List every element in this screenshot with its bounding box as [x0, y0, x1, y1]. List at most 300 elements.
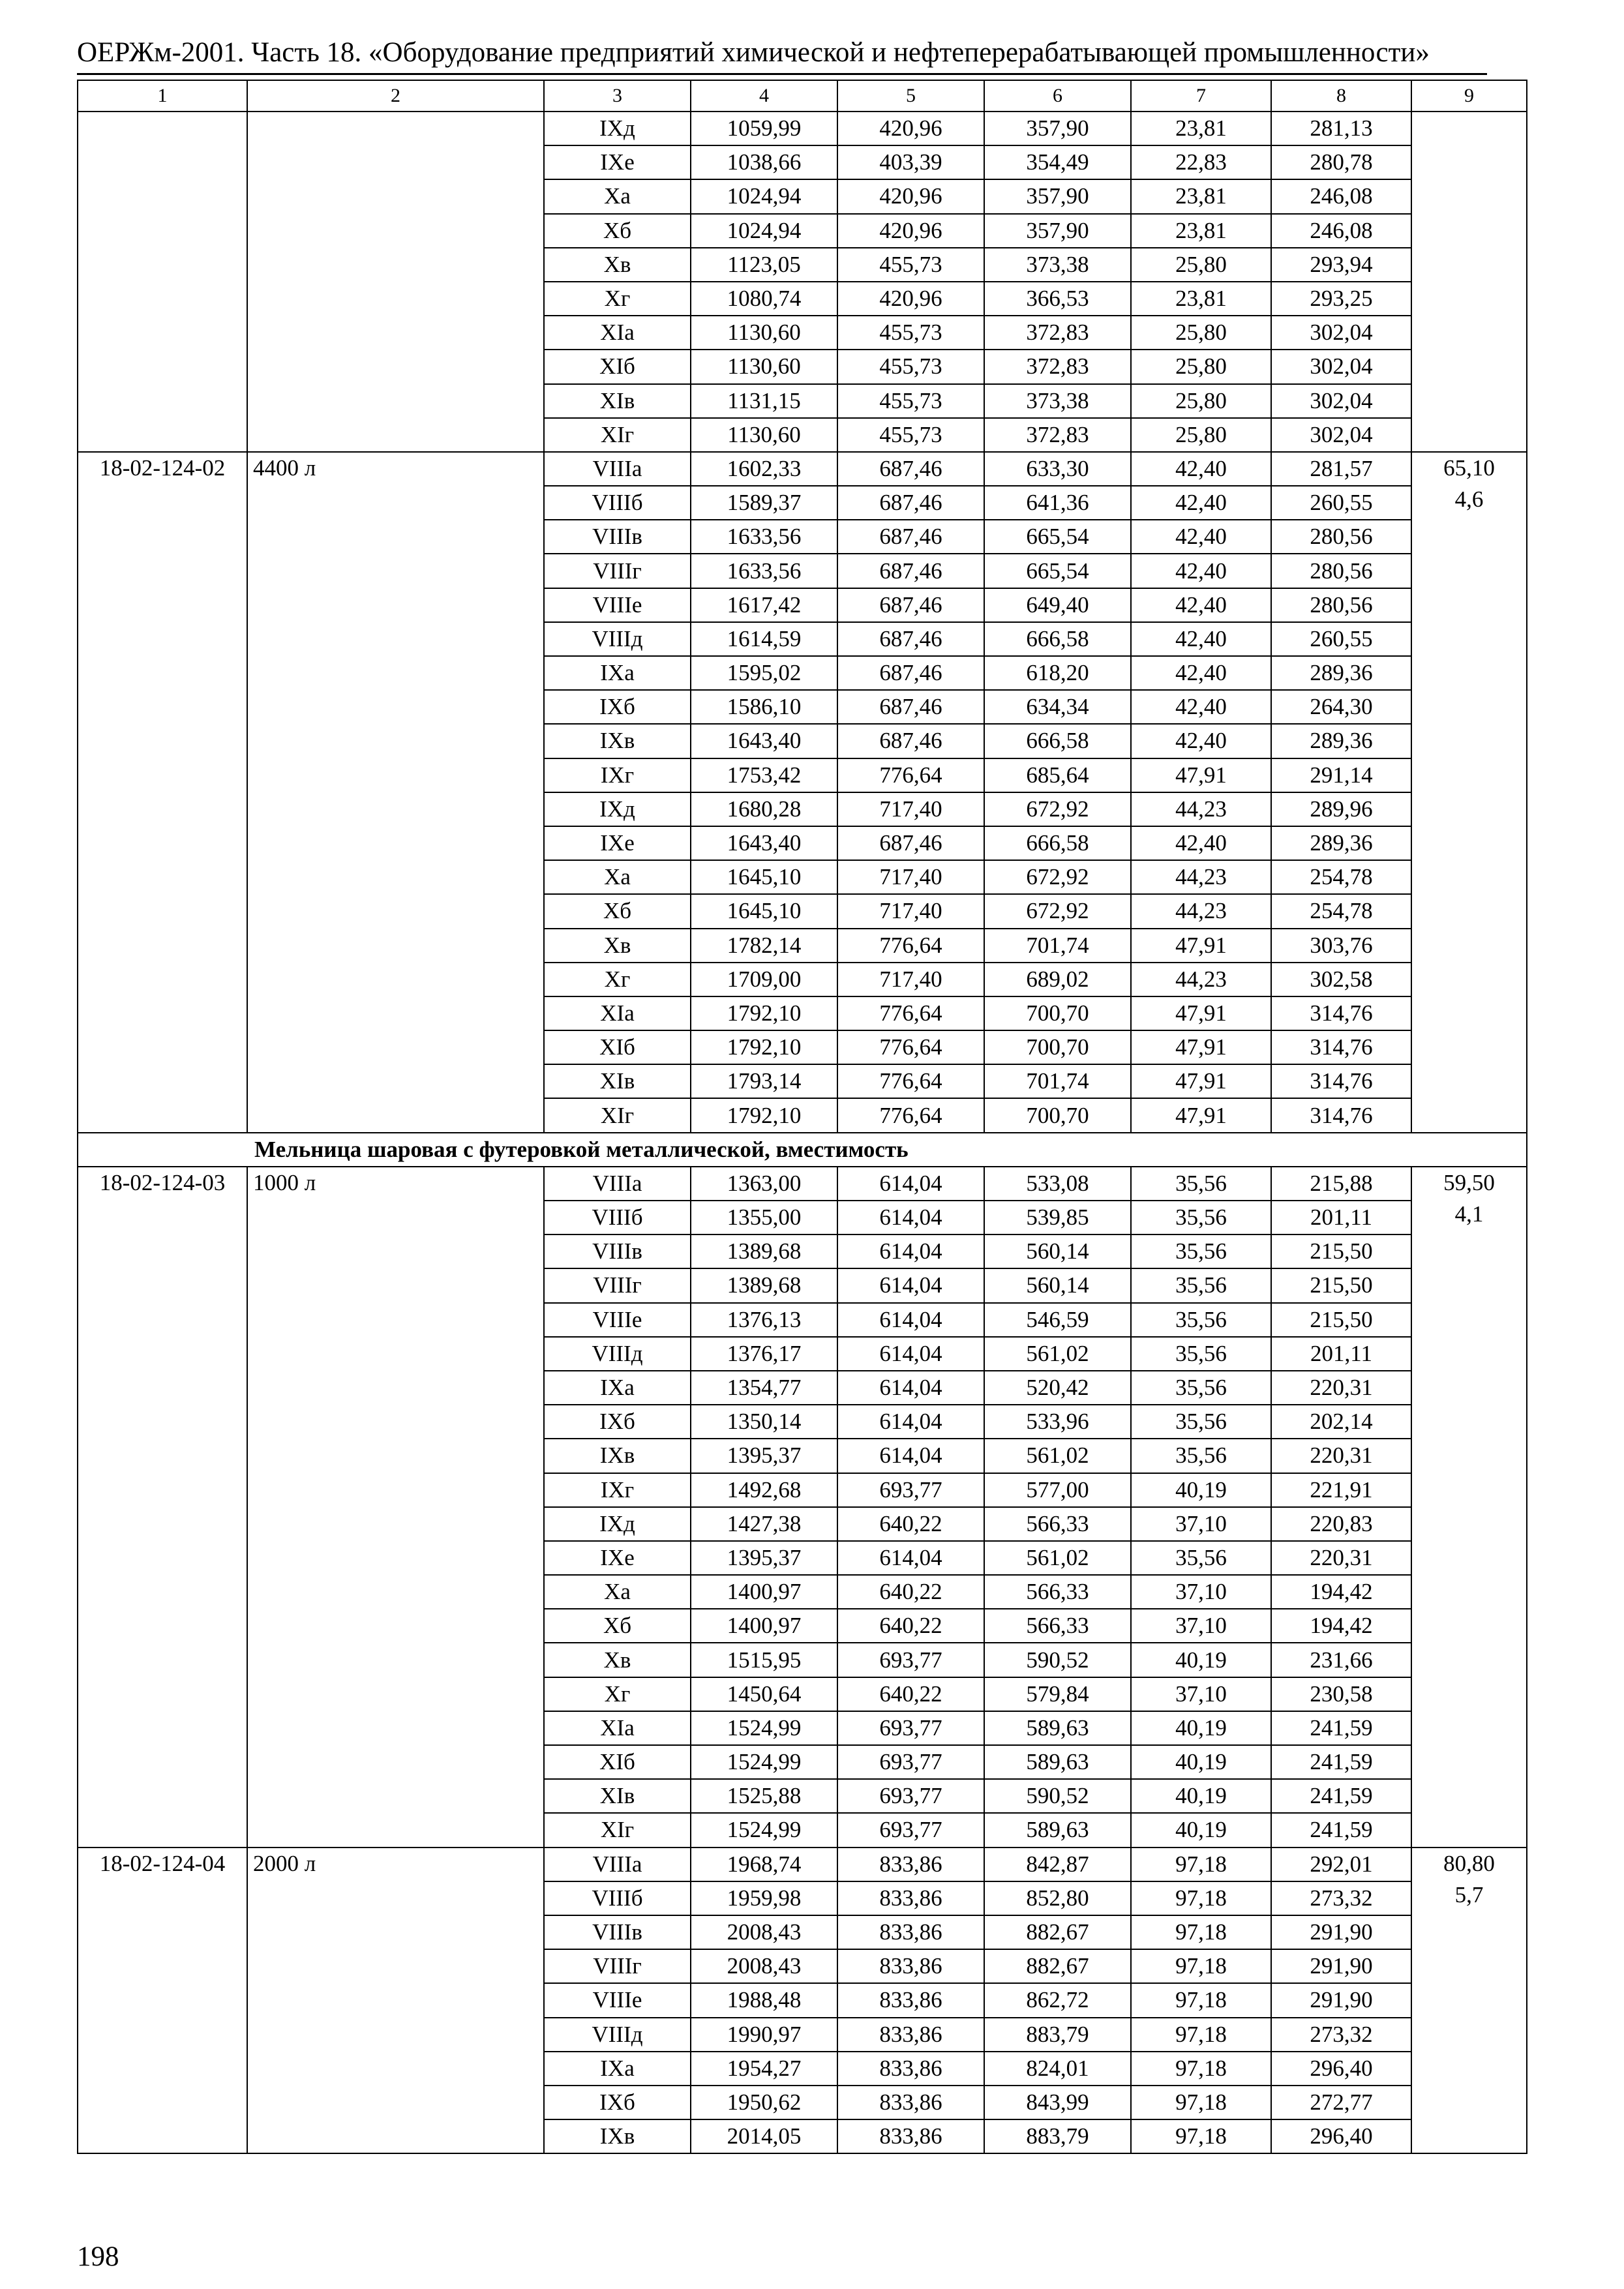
resource-value-2: 5,7 — [1454, 1881, 1484, 1908]
value-cell: 1709,00 — [691, 963, 837, 996]
value-cell: 776,64 — [837, 1064, 984, 1098]
value-cell: 35,56 — [1131, 1268, 1271, 1302]
value-cell: 420,96 — [837, 282, 984, 316]
value-cell: 280,56 — [1271, 588, 1411, 622]
value-cell: 273,32 — [1271, 1881, 1411, 1915]
region-zone-cell: IXа — [544, 2052, 691, 2086]
value-cell: 302,04 — [1271, 350, 1411, 383]
value-cell: 215,50 — [1271, 1234, 1411, 1268]
value-cell: 614,04 — [837, 1371, 984, 1405]
value-cell: 215,88 — [1271, 1167, 1411, 1201]
region-zone-cell: XIг — [544, 1098, 691, 1132]
value-cell: 1354,77 — [691, 1371, 837, 1405]
value-cell: 717,40 — [837, 860, 984, 894]
value-cell: 1614,59 — [691, 622, 837, 656]
value-cell: 354,49 — [984, 145, 1131, 179]
region-zone-cell: XIб — [544, 1030, 691, 1064]
resource-value-2: 4,6 — [1454, 486, 1484, 512]
value-cell: 833,86 — [837, 1983, 984, 2017]
value-cell: 687,46 — [837, 656, 984, 690]
page-number: 198 — [77, 2241, 119, 2272]
column-number-cell: 3 — [544, 80, 691, 112]
value-cell: 1792,10 — [691, 1098, 837, 1132]
value-cell: 42,40 — [1131, 690, 1271, 724]
value-cell: 35,56 — [1131, 1541, 1271, 1575]
value-cell: 614,04 — [837, 1541, 984, 1575]
value-cell: 590,52 — [984, 1643, 1131, 1677]
value-cell: 2008,43 — [691, 1949, 837, 1983]
region-zone-cell: XIб — [544, 1745, 691, 1779]
column-number-row — [78, 80, 1527, 112]
value-cell: 25,80 — [1131, 418, 1271, 452]
column-number-cell: 7 — [1131, 80, 1271, 112]
value-cell: 289,96 — [1271, 792, 1411, 826]
position-code — [78, 112, 247, 452]
value-cell: 47,91 — [1131, 1030, 1271, 1064]
resource-value-1: 59,50 — [1443, 1169, 1495, 1195]
value-cell: 1959,98 — [691, 1881, 837, 1915]
value-cell: 47,91 — [1131, 996, 1271, 1030]
value-cell: 289,36 — [1271, 724, 1411, 758]
value-cell: 1515,95 — [691, 1643, 837, 1677]
region-zone-cell: IXб — [544, 2086, 691, 2119]
region-zone-cell: IXд — [544, 112, 691, 145]
value-cell: 280,56 — [1271, 554, 1411, 588]
value-cell: 776,64 — [837, 758, 984, 792]
region-zone-cell: IXе — [544, 145, 691, 179]
value-cell: 44,23 — [1131, 860, 1271, 894]
value-cell: 25,80 — [1131, 316, 1271, 350]
header-divider — [77, 73, 1487, 75]
column-number-cell: 9 — [1411, 80, 1527, 112]
value-cell: 640,22 — [837, 1609, 984, 1643]
position-name — [247, 112, 544, 452]
value-cell: 833,86 — [837, 2086, 984, 2119]
value-cell: 1130,60 — [691, 418, 837, 452]
value-cell: 246,08 — [1271, 179, 1411, 213]
value-cell: 2014,05 — [691, 2119, 837, 2153]
table-row — [78, 112, 1527, 145]
value-cell: 260,55 — [1271, 622, 1411, 656]
value-cell: 42,40 — [1131, 826, 1271, 860]
value-cell: 1123,05 — [691, 248, 837, 282]
value-cell: 215,50 — [1271, 1268, 1411, 1302]
value-cell: 241,59 — [1271, 1813, 1411, 1847]
value-cell: 842,87 — [984, 1848, 1131, 1881]
value-cell: 25,80 — [1131, 384, 1271, 418]
value-cell: 47,91 — [1131, 758, 1271, 792]
value-cell: 561,02 — [984, 1541, 1131, 1575]
value-cell: 776,64 — [837, 1098, 984, 1132]
value-cell: 241,59 — [1271, 1711, 1411, 1745]
value-cell: 42,40 — [1131, 520, 1271, 554]
value-cell: 302,04 — [1271, 384, 1411, 418]
value-cell: 1645,10 — [691, 894, 837, 928]
value-cell: 1400,97 — [691, 1609, 837, 1643]
value-cell: 634,34 — [984, 690, 1131, 724]
value-cell: 292,01 — [1271, 1848, 1411, 1881]
region-zone-cell: IXе — [544, 1541, 691, 1575]
value-cell: 220,31 — [1271, 1541, 1411, 1575]
value-cell: 42,40 — [1131, 588, 1271, 622]
value-cell: 302,04 — [1271, 316, 1411, 350]
value-cell: 1643,40 — [691, 724, 837, 758]
value-cell: 1633,56 — [691, 520, 837, 554]
region-zone-cell: XIг — [544, 418, 691, 452]
value-cell: 291,90 — [1271, 1949, 1411, 1983]
value-cell: 40,19 — [1131, 1643, 1271, 1677]
value-cell: 1792,10 — [691, 996, 837, 1030]
value-cell: 314,76 — [1271, 1064, 1411, 1098]
value-cell: 455,73 — [837, 418, 984, 452]
value-cell: 687,46 — [837, 554, 984, 588]
value-cell: 1389,68 — [691, 1234, 837, 1268]
region-zone-cell: Xа — [544, 1575, 691, 1609]
value-cell: 1968,74 — [691, 1848, 837, 1881]
position-code: 18-02-124-03 — [78, 1167, 247, 1848]
value-cell: 1645,10 — [691, 860, 837, 894]
value-cell: 561,02 — [984, 1337, 1131, 1371]
value-cell: 546,59 — [984, 1303, 1131, 1337]
value-cell: 2008,43 — [691, 1915, 837, 1949]
value-cell: 1450,64 — [691, 1677, 837, 1711]
value-cell: 687,46 — [837, 588, 984, 622]
region-zone-cell: XIа — [544, 1711, 691, 1745]
value-cell: 1595,02 — [691, 656, 837, 690]
value-cell: 291,14 — [1271, 758, 1411, 792]
value-cell: 1024,94 — [691, 214, 837, 248]
value-cell: 314,76 — [1271, 1098, 1411, 1132]
value-cell: 687,46 — [837, 486, 984, 520]
value-cell: 42,40 — [1131, 622, 1271, 656]
value-cell: 1753,42 — [691, 758, 837, 792]
region-zone-cell: XIг — [544, 1813, 691, 1847]
value-cell: 717,40 — [837, 894, 984, 928]
resource-value-2: 4,1 — [1454, 1201, 1484, 1227]
value-cell: 539,85 — [984, 1201, 1131, 1234]
value-cell: 700,70 — [984, 996, 1131, 1030]
table-row — [78, 1848, 1527, 1881]
value-cell: 455,73 — [837, 316, 984, 350]
value-cell: 1990,97 — [691, 2018, 837, 2052]
value-cell: 672,92 — [984, 792, 1131, 826]
value-cell: 833,86 — [837, 1881, 984, 1915]
value-cell: 230,58 — [1271, 1677, 1411, 1711]
value-cell: 97,18 — [1131, 2052, 1271, 2086]
value-cell: 1589,37 — [691, 486, 837, 520]
value-cell: 403,39 — [837, 145, 984, 179]
resource-cell — [1411, 1848, 1527, 2154]
value-cell: 776,64 — [837, 929, 984, 963]
value-cell: 37,10 — [1131, 1575, 1271, 1609]
position-code: 18-02-124-04 — [78, 1848, 247, 2154]
value-cell: 843,99 — [984, 2086, 1131, 2119]
region-zone-cell: IXв — [544, 724, 691, 758]
value-cell: 560,14 — [984, 1268, 1131, 1302]
value-cell: 35,56 — [1131, 1234, 1271, 1268]
value-cell: 1059,99 — [691, 112, 837, 145]
value-cell: 701,74 — [984, 929, 1131, 963]
value-cell: 293,94 — [1271, 248, 1411, 282]
region-zone-cell: XIв — [544, 384, 691, 418]
value-cell: 97,18 — [1131, 1915, 1271, 1949]
value-cell: 373,38 — [984, 248, 1131, 282]
value-cell: 246,08 — [1271, 214, 1411, 248]
region-zone-cell: Xв — [544, 248, 691, 282]
value-cell: 40,19 — [1131, 1745, 1271, 1779]
value-cell: 1395,37 — [691, 1439, 837, 1473]
value-cell: 685,64 — [984, 758, 1131, 792]
position-name: 4400 л — [247, 452, 544, 1133]
value-cell: 824,01 — [984, 2052, 1131, 2086]
value-cell: 640,22 — [837, 1677, 984, 1711]
value-cell: 693,77 — [837, 1813, 984, 1847]
value-cell: 882,67 — [984, 1915, 1131, 1949]
value-cell: 302,04 — [1271, 418, 1411, 452]
value-cell: 42,40 — [1131, 452, 1271, 486]
value-cell: 254,78 — [1271, 894, 1411, 928]
value-cell: 281,57 — [1271, 452, 1411, 486]
column-number-cell: 2 — [247, 80, 544, 112]
value-cell: 566,33 — [984, 1507, 1131, 1541]
value-cell: 420,96 — [837, 179, 984, 213]
value-cell: 1602,33 — [691, 452, 837, 486]
value-cell: 44,23 — [1131, 894, 1271, 928]
value-cell: 44,23 — [1131, 963, 1271, 996]
value-cell: 42,40 — [1131, 486, 1271, 520]
value-cell: 687,46 — [837, 622, 984, 656]
value-cell: 589,63 — [984, 1711, 1131, 1745]
region-zone-cell: Xв — [544, 1643, 691, 1677]
rates-table — [77, 80, 1527, 2154]
value-cell: 666,58 — [984, 622, 1131, 656]
value-cell: 201,11 — [1271, 1201, 1411, 1234]
value-cell: 1643,40 — [691, 826, 837, 860]
resource-cell — [1411, 1167, 1527, 1848]
value-cell: 1954,27 — [691, 2052, 837, 2086]
column-number-cell: 4 — [691, 80, 837, 112]
column-number-cell: 5 — [837, 80, 984, 112]
value-cell: 776,64 — [837, 996, 984, 1030]
region-zone-cell: IXе — [544, 826, 691, 860]
value-cell: 35,56 — [1131, 1371, 1271, 1405]
value-cell: 1080,74 — [691, 282, 837, 316]
value-cell: 640,22 — [837, 1507, 984, 1541]
value-cell: 666,58 — [984, 724, 1131, 758]
value-cell: 35,56 — [1131, 1167, 1271, 1201]
value-cell: 314,76 — [1271, 996, 1411, 1030]
value-cell: 97,18 — [1131, 2086, 1271, 2119]
value-cell: 618,20 — [984, 656, 1131, 690]
column-number-cell: 1 — [78, 80, 247, 112]
value-cell: 687,46 — [837, 690, 984, 724]
region-zone-cell: VIIIг — [544, 1268, 691, 1302]
value-cell: 35,56 — [1131, 1439, 1271, 1473]
region-zone-cell: Xг — [544, 963, 691, 996]
region-zone-cell: XIа — [544, 996, 691, 1030]
value-cell: 37,10 — [1131, 1677, 1271, 1711]
value-cell: 633,30 — [984, 452, 1131, 486]
value-cell: 882,67 — [984, 1949, 1131, 1983]
value-cell: 289,36 — [1271, 656, 1411, 690]
region-zone-cell: VIIIг — [544, 554, 691, 588]
region-zone-cell: Xа — [544, 860, 691, 894]
value-cell: 357,90 — [984, 214, 1131, 248]
value-cell: 220,31 — [1271, 1371, 1411, 1405]
value-cell: 25,80 — [1131, 248, 1271, 282]
value-cell: 883,79 — [984, 2018, 1131, 2052]
value-cell: 1492,68 — [691, 1473, 837, 1507]
region-zone-cell: VIIIв — [544, 1234, 691, 1268]
value-cell: 1130,60 — [691, 316, 837, 350]
value-cell: 687,46 — [837, 520, 984, 554]
value-cell: 1617,42 — [691, 588, 837, 622]
value-cell: 1376,13 — [691, 1303, 837, 1337]
value-cell: 35,56 — [1131, 1201, 1271, 1234]
region-zone-cell: Xб — [544, 1609, 691, 1643]
value-cell: 420,96 — [837, 112, 984, 145]
value-cell: 566,33 — [984, 1609, 1131, 1643]
value-cell: 296,40 — [1271, 2052, 1411, 2086]
value-cell: 1525,88 — [691, 1779, 837, 1813]
value-cell: 97,18 — [1131, 1848, 1271, 1881]
value-cell: 194,42 — [1271, 1575, 1411, 1609]
region-zone-cell: VIIIе — [544, 1303, 691, 1337]
value-cell: 1988,48 — [691, 1983, 837, 2017]
value-cell: 231,66 — [1271, 1643, 1411, 1677]
region-zone-cell: Xа — [544, 179, 691, 213]
region-zone-cell: VIIIб — [544, 486, 691, 520]
resource-cell — [1411, 452, 1527, 1133]
value-cell: 47,91 — [1131, 1098, 1271, 1132]
value-cell: 862,72 — [984, 1983, 1131, 2017]
value-cell: 289,36 — [1271, 826, 1411, 860]
value-cell: 1524,99 — [691, 1711, 837, 1745]
value-cell: 1680,28 — [691, 792, 837, 826]
value-cell: 260,55 — [1271, 486, 1411, 520]
value-cell: 561,02 — [984, 1439, 1131, 1473]
region-zone-cell: VIIIб — [544, 1201, 691, 1234]
value-cell: 689,02 — [984, 963, 1131, 996]
value-cell: 37,10 — [1131, 1609, 1271, 1643]
value-cell: 42,40 — [1131, 554, 1271, 588]
value-cell: 23,81 — [1131, 282, 1271, 316]
value-cell: 1395,37 — [691, 1541, 837, 1575]
value-cell: 1363,00 — [691, 1167, 837, 1201]
value-cell: 1792,10 — [691, 1030, 837, 1064]
value-cell: 560,14 — [984, 1234, 1131, 1268]
value-cell: 40,19 — [1131, 1813, 1271, 1847]
value-cell: 97,18 — [1131, 1881, 1271, 1915]
value-cell: 241,59 — [1271, 1779, 1411, 1813]
page-header: ОЕРЖм-2001. Часть 18. «Оборудование предприятий химической и нефтеперерабатывающей промышленности» — [77, 37, 1430, 68]
value-cell: 852,80 — [984, 1881, 1131, 1915]
value-cell: 291,90 — [1271, 1983, 1411, 2017]
value-cell: 776,64 — [837, 1030, 984, 1064]
column-number-cell: 8 — [1271, 80, 1411, 112]
value-cell: 42,40 — [1131, 724, 1271, 758]
region-zone-cell: VIIIа — [544, 1167, 691, 1201]
value-cell: 281,13 — [1271, 112, 1411, 145]
value-cell: 221,91 — [1271, 1473, 1411, 1507]
region-zone-cell: Xб — [544, 214, 691, 248]
region-zone-cell: VIIIв — [544, 1915, 691, 1949]
value-cell: 833,86 — [837, 2018, 984, 2052]
value-cell: 833,86 — [837, 1915, 984, 1949]
region-zone-cell: Xг — [544, 282, 691, 316]
table-row — [78, 452, 1527, 486]
table-row — [78, 1167, 1527, 1201]
value-cell: 566,33 — [984, 1575, 1131, 1609]
value-cell: 1950,62 — [691, 2086, 837, 2119]
region-zone-cell: IXд — [544, 792, 691, 826]
value-cell: 1782,14 — [691, 929, 837, 963]
value-cell: 589,63 — [984, 1813, 1131, 1847]
value-cell: 373,38 — [984, 384, 1131, 418]
value-cell: 693,77 — [837, 1711, 984, 1745]
value-cell: 201,11 — [1271, 1337, 1411, 1371]
value-cell: 357,90 — [984, 112, 1131, 145]
column-number-cell: 6 — [984, 80, 1131, 112]
value-cell: 649,40 — [984, 588, 1131, 622]
value-cell: 35,56 — [1131, 1405, 1271, 1439]
value-cell: 717,40 — [837, 963, 984, 996]
value-cell: 420,96 — [837, 214, 984, 248]
value-cell: 614,04 — [837, 1303, 984, 1337]
value-cell: 687,46 — [837, 724, 984, 758]
value-cell: 672,92 — [984, 894, 1131, 928]
value-cell: 614,04 — [837, 1167, 984, 1201]
value-cell: 1427,38 — [691, 1507, 837, 1541]
region-zone-cell: IXб — [544, 690, 691, 724]
region-zone-cell: Xг — [544, 1677, 691, 1711]
section-title: Мельница шаровая с футеровкой металлической, вместимость — [78, 1133, 1527, 1167]
region-zone-cell: IXв — [544, 2119, 691, 2153]
value-cell: 693,77 — [837, 1779, 984, 1813]
resource-value-1: 65,10 — [1443, 455, 1495, 481]
region-zone-cell: VIIIа — [544, 1848, 691, 1881]
value-cell: 220,31 — [1271, 1439, 1411, 1473]
region-zone-cell: IXа — [544, 656, 691, 690]
region-zone-cell: IXг — [544, 1473, 691, 1507]
value-cell: 42,40 — [1131, 656, 1271, 690]
value-cell: 533,08 — [984, 1167, 1131, 1201]
value-cell: 577,00 — [984, 1473, 1131, 1507]
value-cell: 366,53 — [984, 282, 1131, 316]
region-zone-cell: VIIIе — [544, 1983, 691, 2017]
value-cell: 357,90 — [984, 179, 1131, 213]
value-cell: 1355,00 — [691, 1201, 837, 1234]
value-cell: 37,10 — [1131, 1507, 1271, 1541]
value-cell: 1524,99 — [691, 1745, 837, 1779]
region-zone-cell: XIб — [544, 350, 691, 383]
value-cell: 693,77 — [837, 1473, 984, 1507]
value-cell: 272,77 — [1271, 2086, 1411, 2119]
position-name: 1000 л — [247, 1167, 544, 1848]
value-cell: 280,56 — [1271, 520, 1411, 554]
value-cell: 97,18 — [1131, 2119, 1271, 2153]
value-cell: 254,78 — [1271, 860, 1411, 894]
value-cell: 23,81 — [1131, 179, 1271, 213]
region-zone-cell: VIIIе — [544, 588, 691, 622]
region-zone-cell: VIIIд — [544, 1337, 691, 1371]
value-cell: 700,70 — [984, 1098, 1131, 1132]
value-cell: 1376,17 — [691, 1337, 837, 1371]
value-cell: 701,74 — [984, 1064, 1131, 1098]
value-cell: 372,83 — [984, 418, 1131, 452]
value-cell: 641,36 — [984, 486, 1131, 520]
value-cell: 1633,56 — [691, 554, 837, 588]
